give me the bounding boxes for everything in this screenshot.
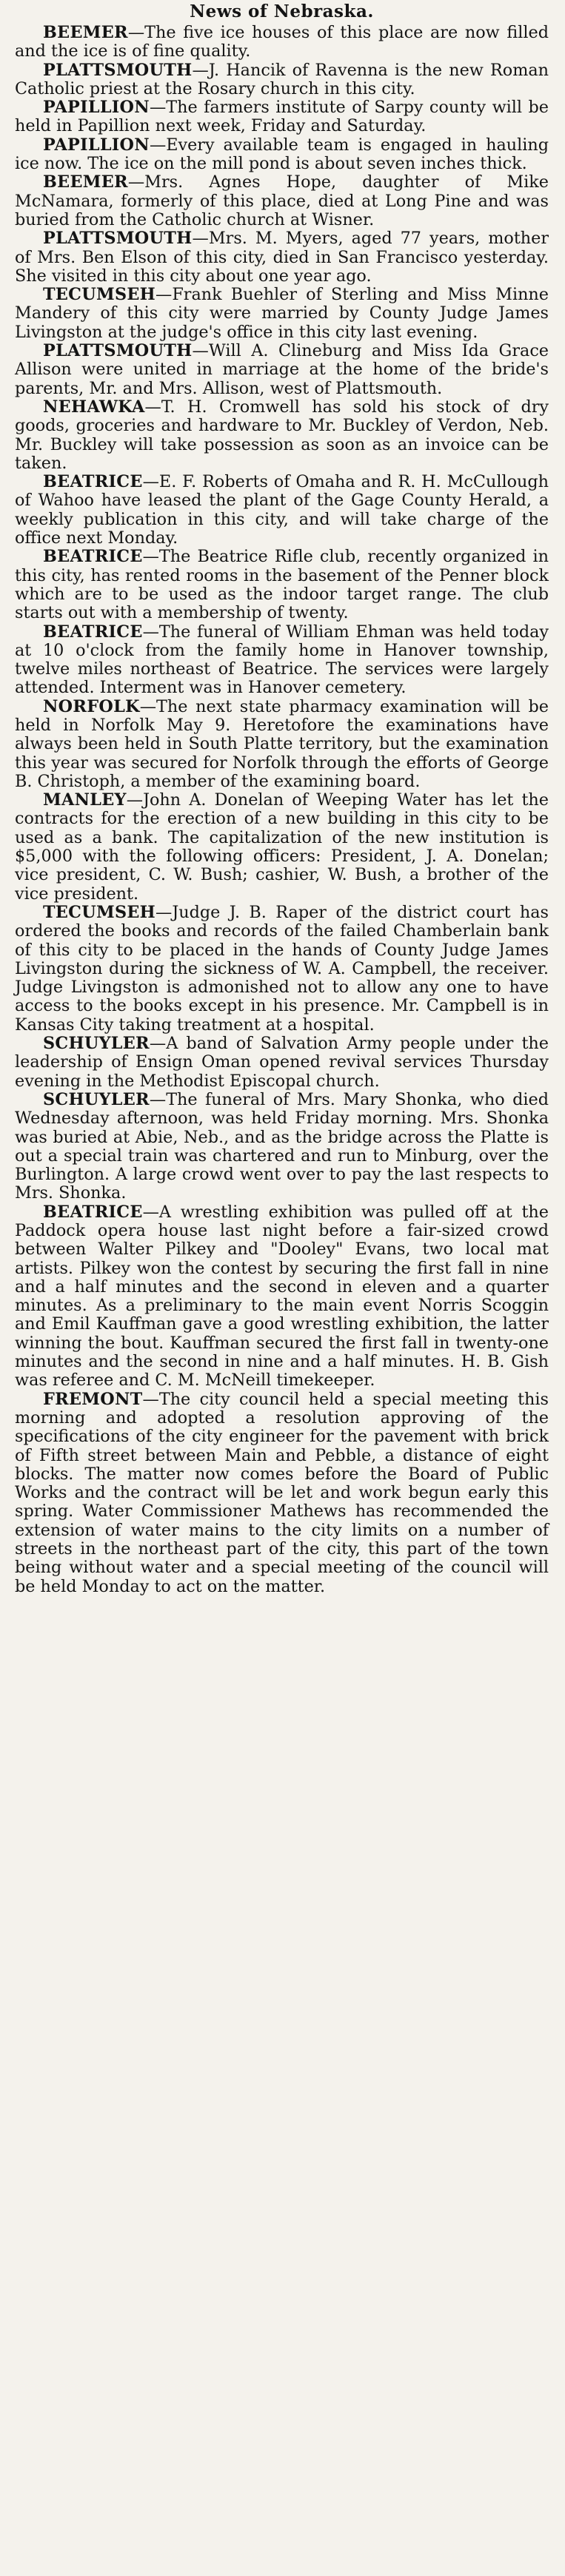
news-item [15, 698, 549, 791]
item-text: Will A. Clineburg and Miss Ida Grace Allison were united in marriage at the home of the bride's parents, Mr. and Mrs. Allison, west of Plattsmouth. [15, 341, 549, 398]
news-item [15, 623, 549, 698]
news-item [15, 61, 549, 99]
dateline: MANLEY [43, 790, 127, 810]
dash: — [126, 790, 144, 810]
item-text: T. H. Cromwell has sold his stock of dry goods, groceries and hardware to Mr. Buckley of Verdon, Neb. Mr. Buckley will take possession as soon as an invoice can be taken. [15, 397, 549, 473]
dateline: SCHUYLER [43, 1089, 150, 1109]
item-text: A wrestling exhibition was pulled off at the Paddock opera house last night before a fair-sized crowd between Walter Pilkey and "Dooley" Evans, two local mat artists. Pilkey won the contest by securing the first fall in nine and a half minutes and the second in eleven and a quarter minutes. As a preliminary to the main event Norris Scoggin and Emil Kauffman gave a good wrestling exhibition, the latter winning the bout. Kauffman secured the first fall in twenty-one minutes and the second in nine and a half minutes. H. B. Gish was referee and C. M. McNeill timekeeper. [15, 1202, 549, 1390]
dash: — [192, 341, 209, 361]
dash: — [149, 1089, 167, 1109]
news-item [15, 173, 549, 229]
item-text: The next state pharmacy examination will be held in Norfolk May 9. Heretofore the examinations have always been held in South Platte territory, but the examination this year was secured for Norfolk through the efforts of George B. Christoph, a member of the examining board. [15, 696, 549, 791]
news-item [15, 398, 549, 473]
news-item [15, 791, 549, 904]
news-item [15, 548, 549, 622]
item-text: Mrs. M. Myers, aged 77 years, mother of Mrs. Ben Elson of this city, died in San Francisco yesterday. She visited in this city about one year ago. [15, 229, 549, 286]
news-item [15, 229, 549, 286]
dash: — [142, 622, 159, 642]
dateline: SCHUYLER [43, 1034, 150, 1054]
dateline: BEEMER [43, 172, 128, 192]
item-text: Every available team is engaged in hauling ice now. The ice on the mill pond is about seven inches thick. [15, 135, 549, 174]
dateline: BEATRICE [43, 472, 143, 492]
dateline: TECUMSEH [43, 285, 156, 305]
dateline: PLATTSMOUTH [43, 229, 193, 249]
item-text: The Beatrice Rifle club, recently organized in this city, has rented rooms in the basement of the Penner block which are to be used as the indoor target range. The club starts out with a membership of twenty. [15, 547, 549, 623]
news-item [15, 1390, 549, 1596]
dateline: PLATTSMOUTH [43, 341, 193, 361]
news-item [15, 136, 549, 174]
dateline: PAPILLION [43, 135, 150, 155]
news-item [15, 342, 549, 398]
dash: — [127, 172, 145, 192]
item-text: The funeral of William Ehman was held today at 10 o'clock from the family home in Hanover township, twelve miles northeast of Beatrice. The services were largely attended. Interment was in Hanover cemetery. [15, 622, 549, 698]
news-item [15, 24, 549, 61]
dateline: BEATRICE [43, 1202, 143, 1222]
dash: — [149, 135, 167, 155]
dateline: BEATRICE [43, 622, 143, 642]
item-text: The city council held a special meeting this morning and adopted a resolution approving of the specifications of the city engineer for the pavement with brick of Fifth street between Main and Pebble, a distance of eight blocks. The matter now comes before the Board of Public Works and the contract will be let and work begun early this spring. Water Commissioner Mathews has recommended the extension of water mains to the city limits on a number of streets in the northeast part of the city, this part of the town being without water and a special meeting of the council will be held Monday to act on the matter. [15, 1389, 549, 1596]
dash: — [142, 472, 159, 492]
item-text: The five ice houses of this place are now filled and the ice is of fine quality. [15, 23, 549, 61]
item-text: J. Hancik of Ravenna is the new Roman Catholic priest at the Rosary church in this city. [15, 60, 549, 98]
dash: — [144, 397, 161, 417]
dash: — [127, 23, 145, 42]
item-text: Frank Buehler of Sterling and Miss Minne Mandery of this city were married by County Judge James Livingston at the judge's office in this city last evening. [15, 285, 549, 342]
dash: — [142, 1202, 159, 1222]
news-item [15, 1091, 549, 1203]
news-item [15, 286, 549, 342]
column-headline: News of Nebraska. [190, 1, 374, 21]
dash: — [149, 98, 167, 118]
news-item [15, 98, 549, 136]
dateline: BEEMER [43, 23, 128, 42]
news-item [15, 904, 549, 1035]
item-text: John A. Donelan of Weeping Water has let the contracts for the erection of a new building in this city to be used as a bank. The capitalization of the new institution is $5,000 with the following officers: President, J. A. Donelan; vice president, C. W. Bush; cashier, W. Bush, a brother of the vice president. [15, 790, 549, 904]
item-text: Judge J. B. Raper of the district court has ordered the books and records of the failed Chamberlain bank of this city to be placed in the hands of County Judge James Livingston during the sickness of W. A. Campbell, the receiver. Judge Livingston is admonished not to allow any one to have access to the books except in his presence. Mr. Campbell is in Kansas City taking treatment at a hospital. [15, 902, 549, 1035]
dash: — [139, 696, 157, 716]
item-text: The farmers institute of Sarpy county will be held in Papillion next week, Friday and Saturday. [15, 98, 549, 136]
news-item [15, 473, 549, 548]
dateline: TECUMSEH [43, 902, 156, 922]
item-text: The funeral of Mrs. Mary Shonka, who died Wednesday afternoon, was held Friday morning. Mrs. Shonka was buried at Abie, Neb., and as the bridge across the Platte is out a special train was chartered and run to Minburg, over the Burlington. A large crowd went over to pay the last respects to Mrs. Shonka. [15, 1089, 549, 1203]
dash: — [142, 1389, 159, 1409]
dash: — [142, 547, 159, 567]
dash: — [149, 1034, 167, 1054]
item-text: E. F. Roberts of Omaha and R. H. McCullough of Wahoo have leased the plant of the Gage County Herald, a weekly publication in this city, and will take charge of the office next Monday. [15, 472, 549, 548]
dateline: NORFOLK [43, 696, 140, 716]
dateline: NEHAWKA [43, 397, 145, 417]
item-text: Mrs. Agnes Hope, daughter of Mike McNamara, formerly of this place, died at Long Pine and was buried from the Catholic church at Wisner. [15, 172, 549, 229]
news-item [15, 1035, 549, 1091]
dash: — [156, 902, 173, 922]
item-text: A band of Salvation Army people under the leadership of Ensign Oman opened revival services Thursday evening in the Methodist Episcopal church. [15, 1034, 549, 1091]
dateline: PAPILLION [43, 98, 150, 118]
dash: — [192, 229, 209, 249]
news-item [15, 1203, 549, 1390]
dash: — [156, 285, 173, 305]
dateline: BEATRICE [43, 547, 143, 567]
dateline: FREMONT [43, 1389, 143, 1409]
dateline: PLATTSMOUTH [43, 60, 193, 80]
dash: — [192, 60, 209, 80]
